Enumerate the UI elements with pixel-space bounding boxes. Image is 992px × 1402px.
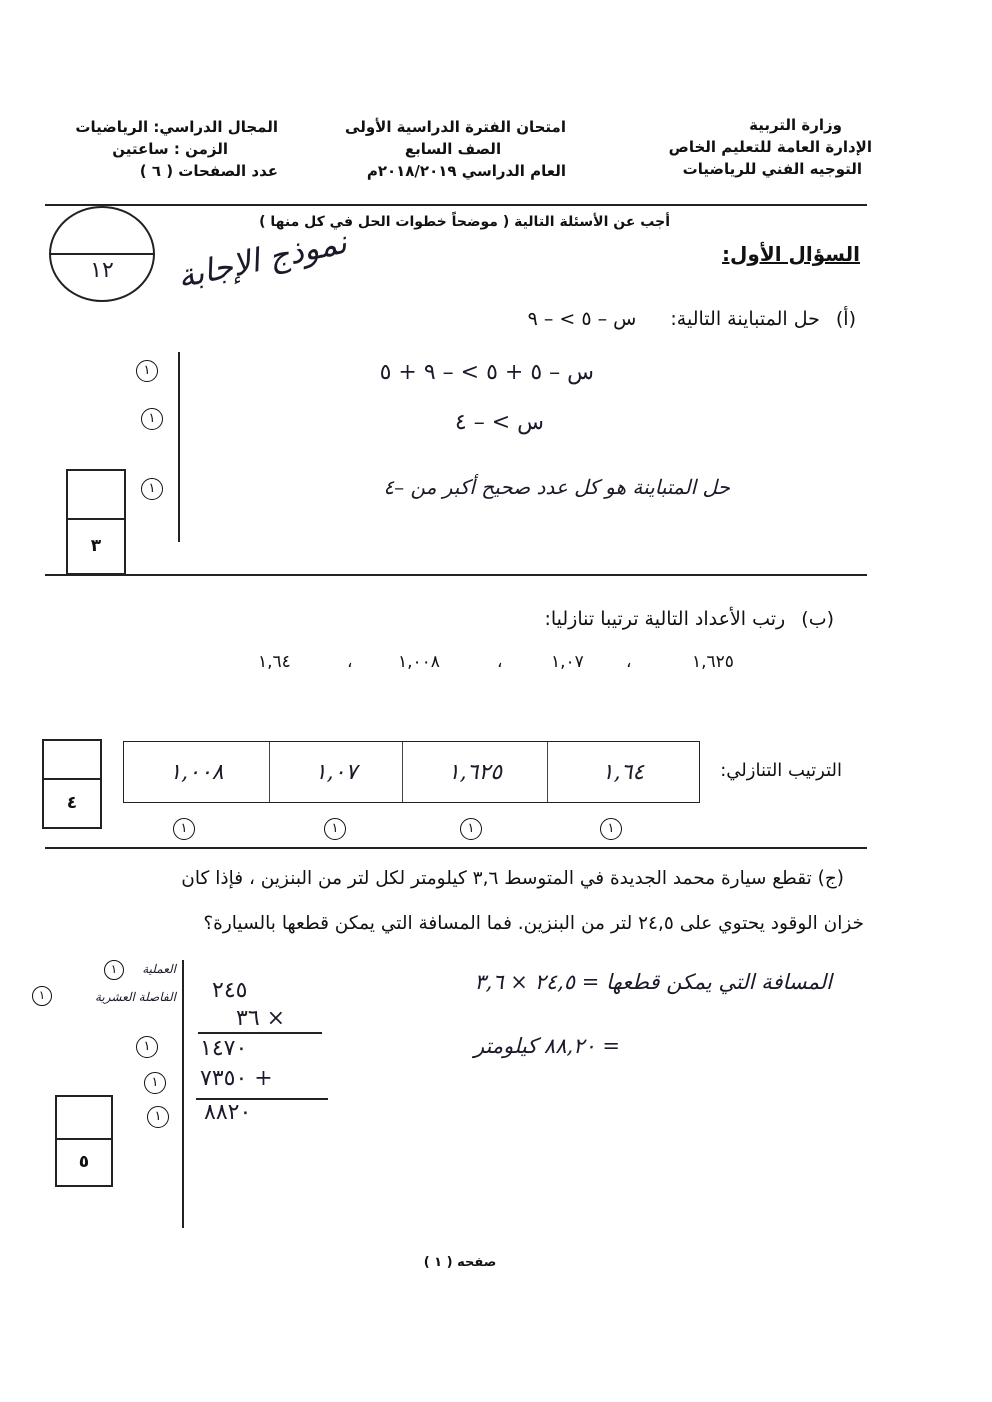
part-b-prompt: رتب الأعداد التالية ترتيبا تنازليا:: [544, 608, 786, 630]
part-b-label: (ب): [801, 608, 834, 630]
part-b-mark-2: ١: [460, 818, 482, 840]
part-b-answer-table: [123, 741, 700, 803]
part-c-calc-partial-2: ٧٣٥٠ +: [200, 1066, 273, 1091]
part-a-margin-line: [178, 352, 180, 542]
part-b-number-2: ١,٠٧: [551, 652, 584, 672]
part-a-mark-2: ١: [141, 408, 163, 430]
part-c-answer-line-1: المسافة التي يمكن قطعها = ٢٤,٥ × ٣,٦: [474, 970, 832, 994]
total-score-value: ١٢: [90, 258, 114, 283]
header-ministry: وزارة التربية: [749, 116, 842, 134]
header-duration: الزمن : ساعتين: [112, 140, 228, 158]
header-center: [340, 118, 566, 180]
part-b-answer-1: ١,٦٤: [547, 742, 698, 802]
part-a-inequality: س – ٥ > – ٩: [527, 308, 637, 330]
handwritten-answer-key-title: نموذج الإجابة: [174, 222, 350, 296]
part-c-calc-product: ٨٨٢٠: [204, 1100, 252, 1125]
part-a-prompt: حل المتباينة التالية:: [670, 308, 820, 330]
part-c-score: ٥: [78, 1152, 90, 1172]
header-administration: الإدارة العامة للتعليم الخاص: [668, 138, 872, 156]
header-divider: [45, 204, 867, 206]
part-b-number-3: ١,٠٠٨: [398, 652, 440, 672]
part-c-mark-2: ١: [32, 986, 52, 1006]
part-b-question: [314, 608, 834, 630]
header-right: [602, 116, 872, 178]
part-b-mark-4: ١: [173, 818, 195, 840]
part-a-label: (أ): [835, 308, 856, 330]
part-c-mark-5: ١: [147, 1106, 169, 1128]
part-c-margin-line: [182, 960, 184, 1228]
part-a-mark-1: ١: [136, 360, 158, 382]
part-c-line-1: (ج) تقطع سيارة محمد الجديدة في المتوسط ٣,٦ كيلومتر لكل لتر من البنزين ، فإذا كان: [181, 868, 844, 889]
part-c-answer-line-2: = ٨٨,٢٠ كيلومتر: [473, 1034, 620, 1058]
part-b-answer-2: ١,٦٢٥: [402, 742, 547, 802]
header-page-count: عدد الصفحات ( ٦ ): [139, 162, 278, 180]
instructions: أجب عن الأسئلة التالية ( موضحاً خطوات الحل في كل منها ): [259, 214, 670, 230]
part-c-line-2: خزان الوقود يحتوي على ٢٤,٥ لتر من البنزين. فما المسافة التي يمكن قطعها بالسيارة؟: [203, 913, 864, 934]
part-c-mark-4: ١: [144, 1072, 166, 1094]
part-a-step-3: حل المتباينة هو كل عدد صحيح أكبر من –٤: [383, 475, 730, 499]
part-b-sep-3: ،: [347, 652, 353, 672]
part-c-calc-multiplicand: ٢٤٥: [212, 978, 248, 1003]
header-grade: الصف السابع: [404, 140, 502, 158]
question-one-label: السؤال الأول:: [722, 242, 860, 266]
part-c-mark-note-2: الفاصلة العشرية: [94, 990, 176, 1004]
part-b-mark-3: ١: [324, 818, 346, 840]
part-c-calc-multiplier: ٣٦ ×: [236, 1006, 286, 1031]
header-left: [75, 118, 278, 180]
header-exam-title: امتحان الفترة الدراسية الأولى: [345, 118, 566, 136]
header-supervision: التوجيه الفني للرياضيات: [682, 160, 862, 178]
part-b-number-4: ١,٦٤: [258, 652, 291, 672]
part-a-step-1: س – ٥ + ٥ > – ٩ + ٥: [379, 360, 594, 385]
part-a-step-2: س > – ٤: [454, 410, 544, 435]
part-b-sep-1: ،: [626, 652, 632, 672]
part-b-sep-2: ،: [497, 652, 503, 672]
part-b-answer-4: ١,٠٠٨: [169, 759, 224, 785]
part-c-mark-3: ١: [136, 1036, 158, 1058]
part-a-mark-3: ١: [141, 478, 163, 500]
part-a-question: [316, 308, 856, 330]
part-c-calc-rule-1: [198, 1032, 322, 1034]
part-c-calc-partial-1: ١٤٧٠: [200, 1036, 248, 1061]
total-score-divider: [50, 253, 154, 255]
page-footer: صفحه ( ١ ): [423, 1255, 497, 1270]
part-a-divider: [45, 574, 867, 576]
part-b-answer-3: ١,٠٧: [269, 742, 402, 802]
part-b-ordering-label: الترتيب التنازلي:: [720, 760, 842, 781]
part-a-score: ٣: [90, 536, 102, 556]
part-c-mark-1: ١: [104, 960, 124, 980]
part-c-mark-note-1: العملية: [142, 962, 176, 976]
part-b-mark-1: ١: [600, 818, 622, 840]
part-b-score: ٤: [66, 793, 78, 813]
header-year: العام الدراسي ٢٠١٨/٢٠١٩م: [366, 162, 566, 180]
part-b-number-1: ١,٦٢٥: [692, 652, 734, 672]
header-subject: المجال الدراسي: الرياضيات: [75, 118, 278, 136]
part-b-divider: [45, 847, 867, 849]
